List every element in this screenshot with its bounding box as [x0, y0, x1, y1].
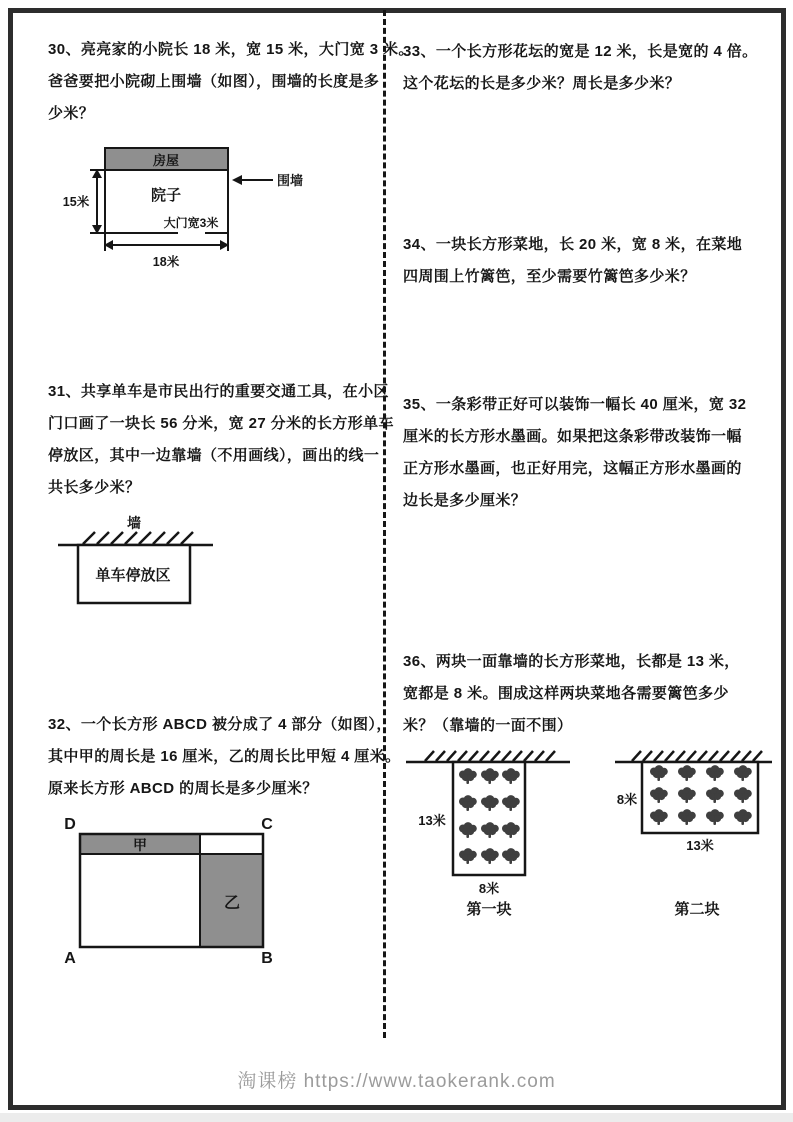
plot-one-caption: 第一块	[466, 901, 512, 918]
width-dimension-arrow	[105, 233, 228, 251]
width-label: 18米	[152, 255, 180, 269]
problem-36-line1: 36、两块一面靠墙的长方形菜地，长都是 13 米，	[403, 653, 740, 670]
problem-31-line1: 31、共享单车是市民出行的重要交通工具，在小区	[48, 383, 389, 400]
bike-parking-diagram	[55, 512, 320, 612]
yard-diagram	[58, 138, 323, 273]
plot-one-bottom-label: 8米	[478, 881, 500, 896]
plot-one-wall-hatching	[425, 751, 555, 761]
wall-hatching	[83, 532, 193, 544]
parking-label: 单车停放区	[95, 567, 171, 584]
problem-34-line2: 四周围上竹篱笆，至少需要竹篱笆多少米？	[403, 268, 696, 285]
plot-one-side-label: 13米	[418, 813, 446, 828]
problem-31-line2: 门口画了一块长 56 分米，宽 27 分米的长方形单车	[48, 415, 394, 432]
problem-35-line4: 边长是多少厘米？	[403, 492, 527, 509]
problem-30-line1: 30、亮亮家的小院长 18 米，宽 15 米，大门宽 3 米。	[48, 41, 414, 58]
problem-35-line1: 35、一条彩带正好可以装饰一幅长 40 厘米，宽 32	[403, 396, 747, 413]
problem-36-line3: 米？（靠墙的一面不围）	[403, 717, 573, 734]
corner-d: D	[64, 816, 76, 833]
yard-label: 院子	[150, 187, 182, 204]
gate-label: 大门宽3米	[163, 216, 219, 230]
bottom-edge-strip	[0, 1113, 793, 1122]
plot-two-bottom-label: 13米	[686, 838, 714, 853]
column-divider-dashed-line	[383, 10, 386, 1038]
part-jia-label: 甲	[133, 837, 147, 853]
footer-watermark: 淘课榜 https://www.taokerank.com	[237, 1071, 556, 1092]
abcd-rectangle-diagram	[55, 810, 320, 970]
problem-31-line3: 停放区，其中一边靠墙（不用画线），画出的线一	[48, 447, 380, 464]
gate-gap	[178, 230, 205, 236]
problem-32-line2: 其中甲的周长是 16 厘米，乙的周长比甲短 4 厘米。	[48, 748, 401, 765]
problem-30-line2: 爸爸要把小院砌上围墙（如图），围墙的长度是多	[48, 73, 380, 90]
part-topright-rect	[200, 834, 263, 854]
problem-32-line1: 32、一个长方形 ABCD 被分成了 4 部分（如图），	[48, 716, 392, 733]
plot-one	[406, 751, 570, 918]
wall-label: 墙	[127, 515, 141, 531]
problem-35-line3: 正方形水墨画，也正好用完，这幅正方形水墨画的	[403, 460, 742, 477]
corner-a: A	[64, 950, 76, 967]
plot-two-caption: 第二块	[674, 901, 720, 918]
problem-31-line4: 共长多少米？	[48, 479, 141, 496]
height-label: 15米	[62, 195, 90, 209]
problem-30-line3: 少米？	[48, 105, 95, 122]
problem-36-line2: 宽都是 8 米。围成这样两块菜地各需要篱笆多少	[403, 685, 729, 702]
wall-pointer-label: 围墙	[277, 173, 304, 188]
plot-two	[615, 751, 772, 918]
vegetable-plots-diagram	[400, 743, 778, 923]
problem-33-line1: 33、一个长方形花坛的宽是 12 米，长是宽的 4 倍。	[403, 43, 758, 60]
plot-two-wall-hatching	[632, 751, 762, 761]
part-yi-label: 乙	[223, 895, 241, 912]
plot-two-side-label: 8米	[616, 792, 638, 807]
problem-32-line3: 原来长方形 ABCD 的周长是多少厘米？	[48, 780, 318, 797]
corner-b: B	[261, 950, 273, 967]
problem-34-line1: 34、一块长方形菜地，长 20 米，宽 8 米，在菜地	[403, 236, 743, 253]
house-label: 房屋	[152, 153, 180, 168]
problem-33-line2: 这个花坛的长是多少米？周长是多少米？	[403, 75, 681, 92]
problem-35-line2: 厘米的长方形水墨画。如果把这条彩带改装饰一幅	[403, 428, 742, 445]
corner-c: C	[261, 816, 273, 833]
wall-pointer-arrowhead	[232, 175, 242, 185]
